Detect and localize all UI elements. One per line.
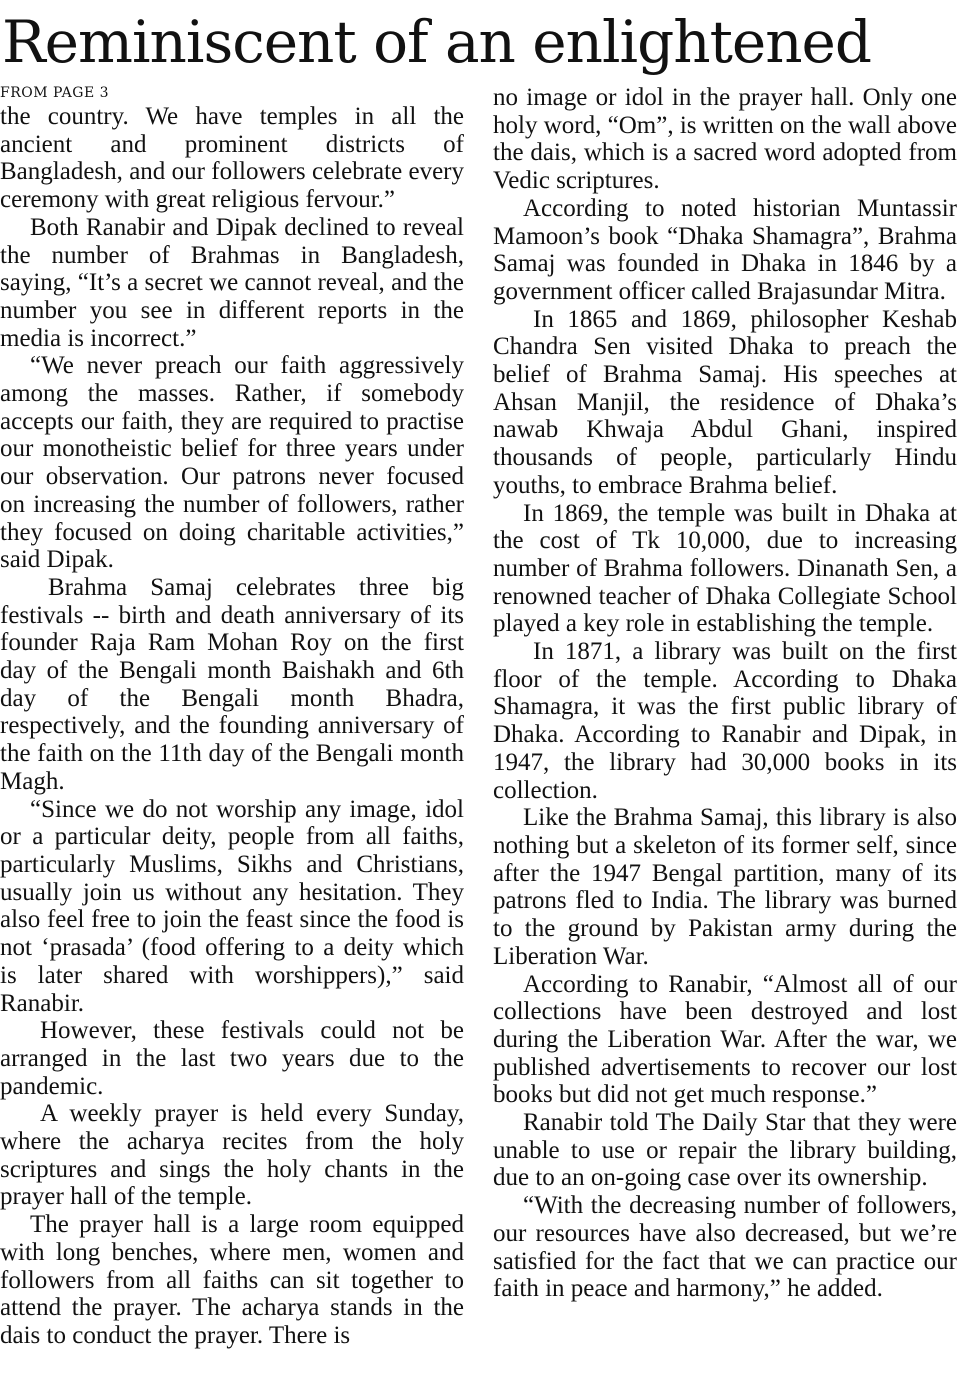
paragraph: “Since we do not worship any image, idol or a particular deity, people from all faiths, particularly Muslims, Sikhs and Christians, usually join us without any hesitation. They also feel free to join the feast since the food is not ‘prasada’ (food offering to a deity which is later shared with worshippers),” said Ranabir. (0, 795, 464, 1017)
headline: Reminiscent of an enlightened (2, 8, 872, 76)
paragraph: In 1869, the temple was built in Dhaka at the cost of Tk 10,000, due to increasing number of Brahma followers. Dinanath Sen, a renowned teacher of Dhaka Collegiate School played a key role in establishing the temple. (493, 499, 957, 638)
paragraph: Brahma Samaj celebrates three big festivals -- birth and death anniversary of its founder Raja Ram Mohan Roy on the first day of the Bengali month Baishakh and 6th day of the Bengali month Bhadra, respectively, and the founding anniversary of the faith on the 11th day of the Bengali month Magh. (0, 573, 464, 795)
paragraph: Ranabir told The Daily Star that they were unable to use or repair the library building, due to an on-going case over its ownership. (493, 1109, 957, 1192)
paragraph: Both Ranabir and Dipak declined to reveal the number of Brahmas in Bangladesh, saying, “It’s a secret we cannot reveal, and the number you see in different reports in the media is incorrect.” (0, 213, 464, 352)
paragraph: According to noted historian Muntassir Mamoon’s book “Dhaka Shamagra”, Brahma Samaj was founded in Dhaka in 1846 by a government officer called Brajasundar Mitra. (493, 194, 957, 305)
paragraph: “We never preach our faith aggressively among the masses. Rather, if somebody accepts our faith, they are required to practise our monotheistic belief for three years under our observation. Our patrons never focused on increasing the number of followers, rather they focused on doing charitable activities,” said Dipak. (0, 352, 464, 574)
paragraph: “With the decreasing number of followers, our resources have also decreased, but we’re satisfied for the fact that we can practice our faith in peace and harmony,” he added. (493, 1192, 957, 1303)
paragraph: According to Ranabir, “Almost all of our collections have been destroyed and lost during the Liberation War. After the war, we published advertisements to recover our lost books but did not get much response.” (493, 970, 957, 1109)
paragraph: The prayer hall is a large room equipped with long benches, where men, women and followers from all faiths can sit together to attend the prayer. The acharya stands in the dais to conduct the prayer. There is (0, 1211, 464, 1349)
right-column (493, 84, 957, 1303)
paragraph: In 1871, a library was built on the first floor of the temple. According to Dhaka Shamagra, it was the first public library of Dhaka. According to Ranabir and Dipak, in 1947, the library had 30,000 books in its collection. (493, 638, 957, 804)
left-column (0, 82, 464, 1350)
jump-line: FROM PAGE 3 (0, 85, 110, 101)
paragraph: In 1865 and 1869, philosopher Keshab Chandra Sen visited Dhaka to preach the belief of Brahma Samaj. His speeches at Ahsan Manjil, the residence of Dhaka’s nawab Khwaja Abdul Ghani, inspired thousands of people, particularly Hindu youths, to embrace Brahma belief. (493, 305, 957, 499)
paragraph: Like the Brahma Samaj, this library is also nothing but a skeleton of its former self, since after the 1947 Bengal partition, many of its patrons fled to India. The library was burned to the ground by Pakistan army during the Liberation War. (493, 804, 957, 970)
paragraph: However, these festivals could not be arranged in the last two years due to the pandemic. (0, 1017, 464, 1100)
paragraph: no image or idol in the prayer hall. Only one holy word, “Om”, is written on the wall above the dais, which is a sacred word adopted from Vedic scriptures. (493, 84, 957, 195)
paragraph: A weekly prayer is held every Sunday, where the acharya recites from the holy scriptures and sings the holy chants in the prayer hall of the temple. (0, 1100, 464, 1211)
paragraph: the country. We have temples in all the ancient and prominent districts of Bangladesh, and our followers celebrate every ceremony with great religious fervour.” (0, 103, 464, 214)
